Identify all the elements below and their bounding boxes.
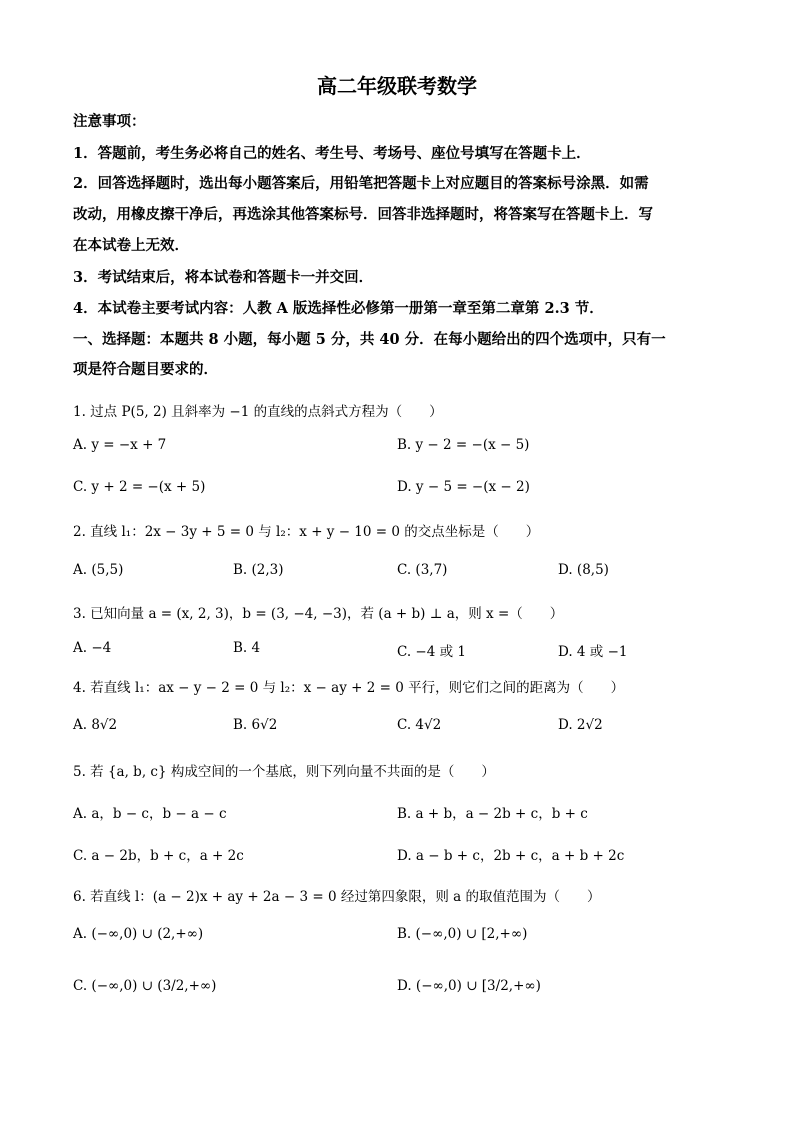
question-4-option-b: B. 6√2 — [233, 717, 278, 733]
question-3-option-d: D. 4 或 −1 — [558, 644, 628, 660]
question-1-option-b: B. y − 2 = −(x − 5) — [397, 437, 530, 453]
note-3: 3．考试结束后，将本试卷和答题卡一并交回． — [73, 269, 374, 286]
question-4-option-d: D. 2√2 — [558, 717, 603, 733]
question-3-option-b: B. 4 — [233, 640, 261, 656]
question-5-stem: 5. 若 {a, b, c} 构成空间的一个基底，则下列向量不共面的是（ ） — [73, 764, 495, 780]
question-5-option-c: C. a − 2b，b + c，a + 2c — [73, 848, 244, 864]
question-4-stem: 4. 若直线 l₁：ax − y − 2 = 0 与 l₂：x − ay + 2 = 0 平行，则它们之间的距离为（ ） — [73, 680, 625, 696]
note-1: 1．答题前，考生务必将自己的姓名、考生号、考场号、座位号填写在答题卡上． — [73, 145, 591, 162]
question-5-option-d: D. a − b + c，2b + c，a + b + 2c — [397, 848, 625, 864]
question-6-option-b: B. (−∞,0) ∪ [2,+∞) — [397, 926, 528, 942]
question-1-option-d: D. y − 5 = −(x − 2) — [397, 479, 530, 495]
question-5-option-b: B. a + b，a − 2b + c，b + c — [397, 806, 588, 822]
question-6-stem: 6. 若直线 l：(a − 2)x + ay + 2a − 3 = 0 经过第四象限，则 a 的取值范围为（ ） — [73, 889, 601, 905]
section-heading-line-2: 项是符合题目要求的． — [73, 361, 218, 378]
notes-heading: 注意事项： — [73, 113, 146, 130]
note-2-line-2: 改动，用橡皮擦干净后，再选涂其他答案标号．回答非选择题时，将答案写在答题卡上．写 — [73, 206, 653, 223]
note-2-line-3: 在本试卷上无效． — [73, 237, 189, 254]
question-5-option-a: A. a，b − c，b − a − c — [73, 806, 227, 822]
section-heading-line-1: 一、选择题：本题共 8 小题，每小题 5 分，共 40 分．在每小题给出的四个选项中，只有一 — [73, 331, 666, 348]
question-2-option-b: B. (2,3) — [233, 562, 284, 578]
question-3-option-c: C. −4 或 1 — [397, 644, 467, 660]
note-2-line-1: 2．回答选择题时，选出每小题答案后，用铅笔把答题卡上对应题目的答案标号涂黑．如需 — [73, 175, 649, 192]
question-2-option-d: D. (8,5) — [558, 562, 609, 578]
note-4: 4．本试卷主要考试内容：人教 A 版选择性必修第一册第一章至第二章第 2.3 节． — [73, 300, 604, 317]
question-4-option-c: C. 4√2 — [397, 717, 442, 733]
question-1-stem: 1. 过点 P(5, 2) 且斜率为 −1 的直线的点斜式方程为（ ） — [73, 404, 443, 420]
question-2-option-a: A. (5,5) — [73, 562, 124, 578]
question-1-option-a: A. y = −x + 7 — [73, 437, 167, 453]
question-3-stem: 3. 已知向量 a = (x, 2, 3)，b = (3, −4, −3)，若 (a + b) ⊥ a，则 x =（ ） — [73, 606, 564, 622]
page-title: 高二年级联考数学 — [317, 74, 477, 98]
question-2-stem: 2. 直线 l₁：2x − 3y + 5 = 0 与 l₂：x + y − 10 = 0 的交点坐标是（ ） — [73, 524, 540, 540]
question-4-option-a: A. 8√2 — [73, 717, 118, 733]
question-3-option-a: A. −4 — [73, 640, 112, 656]
question-6-option-c: C. (−∞,0) ∪ (3/2,+∞) — [73, 978, 217, 994]
question-1-option-c: C. y + 2 = −(x + 5) — [73, 479, 206, 495]
question-2-option-c: C. (3,7) — [397, 562, 448, 578]
question-6-option-a: A. (−∞,0) ∪ (2,+∞) — [73, 926, 204, 942]
question-6-option-d: D. (−∞,0) ∪ [3/2,+∞) — [397, 978, 541, 994]
